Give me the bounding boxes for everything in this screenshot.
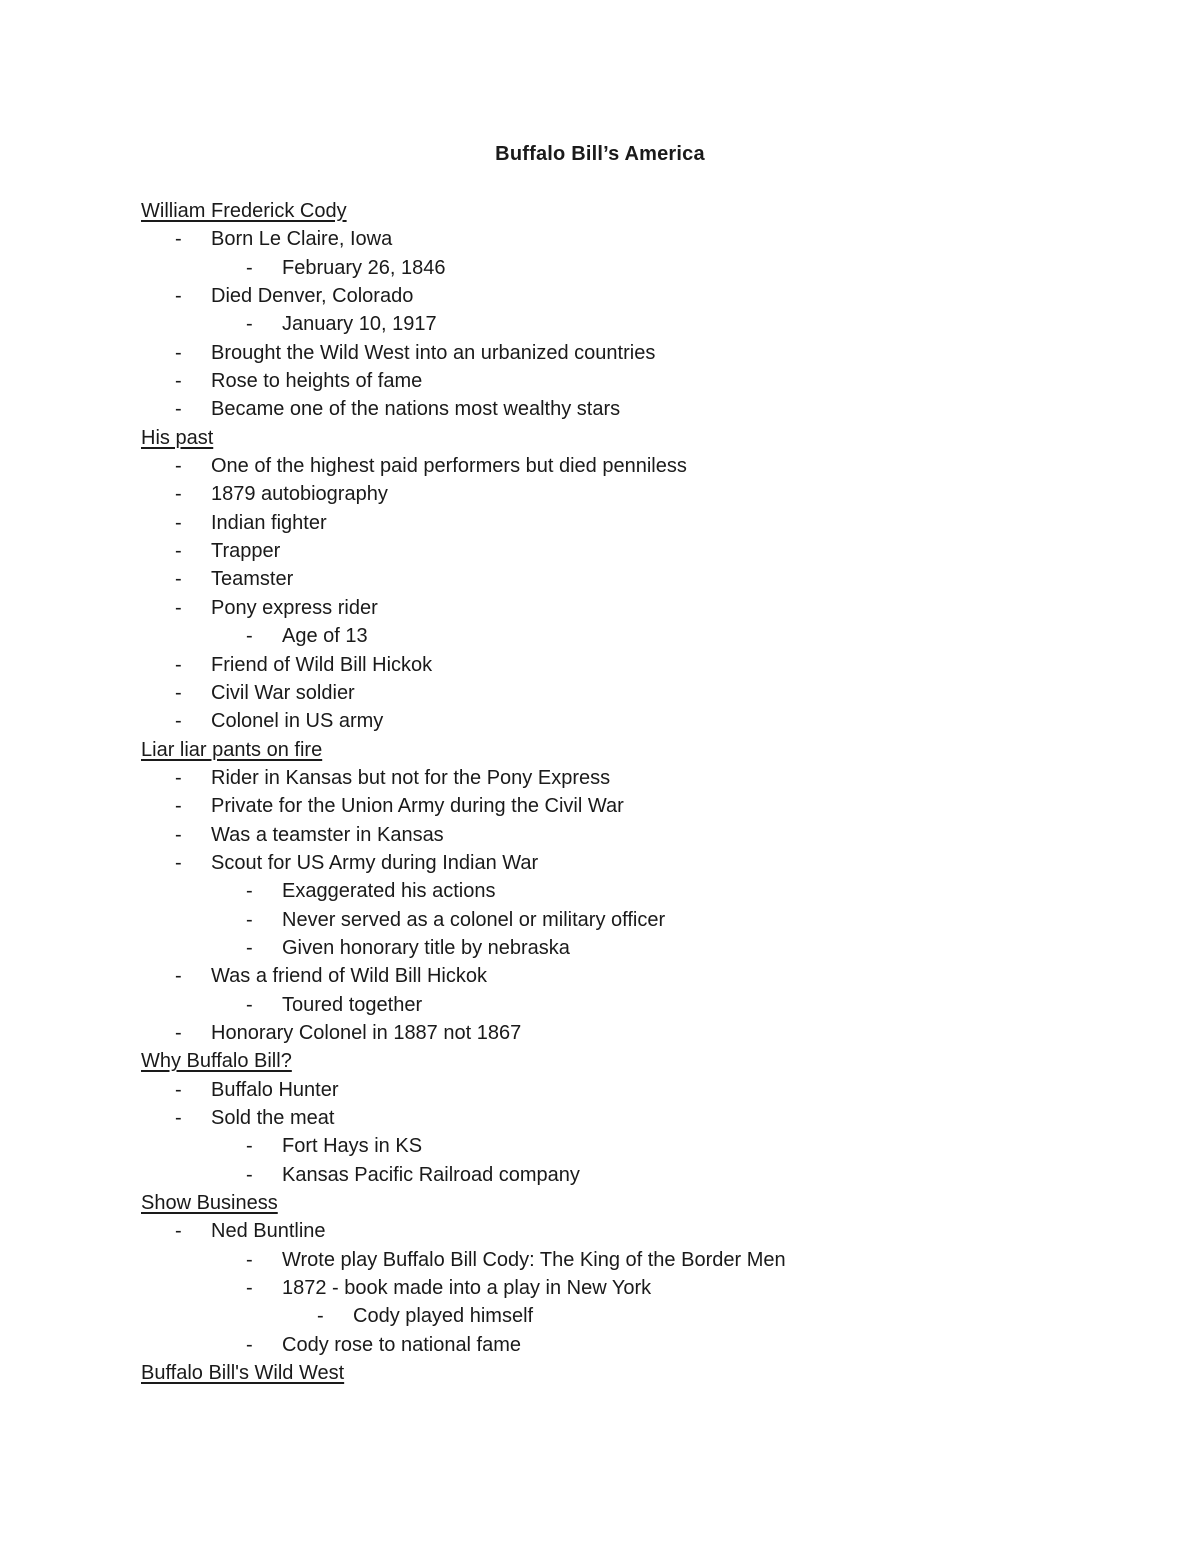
outline-item <box>141 707 1121 735</box>
outline-item-text: Cody played himself <box>353 1305 534 1328</box>
bullet-dash: - <box>175 596 182 619</box>
bullet-dash: - <box>246 1333 253 1356</box>
bullet-dash: - <box>175 511 182 534</box>
bullet-dash: - <box>175 1107 182 1129</box>
bullet-dash: - <box>246 625 253 648</box>
outline-item <box>141 537 1121 565</box>
outline-item <box>141 1302 1121 1330</box>
bullet-dash: - <box>246 1163 253 1186</box>
outline-item-text: Teamster <box>211 568 294 591</box>
outline-item <box>141 877 1121 905</box>
section-heading: William Frederick Cody <box>141 200 347 222</box>
bullet-dash: - <box>246 880 253 903</box>
outline-item <box>141 565 1121 593</box>
bullet-dash: - <box>246 908 253 931</box>
outline-item-text: Trapper <box>211 540 281 563</box>
outline-item-text: 1872 - book made into a play in New York <box>282 1277 652 1300</box>
bullet-dash: - <box>175 483 182 506</box>
outline-item <box>141 367 1121 395</box>
bullet-dash: - <box>246 256 253 279</box>
outline-item <box>141 1274 1121 1302</box>
outline-item <box>141 1217 1121 1245</box>
document-title: Buffalo Bill’s America <box>495 143 705 165</box>
bullet-dash: - <box>246 1248 253 1271</box>
bullet-dash: - <box>175 653 182 676</box>
outline-item-text: Civil War soldier <box>211 681 355 704</box>
outline-item-text: January 10, 1917 <box>282 313 437 336</box>
outline-item-text: Born Le Claire, Iowa <box>211 228 393 251</box>
bullet-dash: - <box>175 540 182 563</box>
outline-item <box>141 651 1121 679</box>
outline-item-text: February 26, 1846 <box>282 256 446 279</box>
outline-item <box>141 1076 1121 1104</box>
outline-item-text: One of the highest paid performers but died penniless <box>211 455 687 478</box>
bullet-dash: - <box>175 398 182 421</box>
outline-item-text: Died Denver, Colorado <box>211 285 414 308</box>
outline-item <box>141 1019 1121 1047</box>
bullet-dash: - <box>246 1277 253 1300</box>
outline-item-text: Honorary Colonel in 1887 not 1867 <box>211 1021 522 1044</box>
outline-item-text: Private for the Union Army during the Civil War <box>211 795 624 818</box>
outline-item <box>141 679 1121 707</box>
bullet-dash: - <box>317 1305 324 1328</box>
outline-item-text: Fort Hays in KS <box>282 1135 423 1158</box>
outline-item-text: Sold the meat <box>211 1107 335 1129</box>
outline-item <box>141 934 1121 962</box>
outline-item <box>141 452 1121 480</box>
section-heading: Buffalo Bill's Wild West <box>141 1362 345 1385</box>
outline-item <box>141 622 1121 650</box>
outline-item <box>141 339 1121 367</box>
bullet-dash: - <box>175 766 182 789</box>
outline-item-text: Colonel in US army <box>211 710 384 733</box>
outline-item-text: Pony express rider <box>211 596 378 619</box>
bullet-dash: - <box>175 1078 182 1101</box>
bullet-dash: - <box>175 795 182 818</box>
outline-item-text: Brought the Wild West into an urbanized countries <box>211 341 656 364</box>
bullet-dash: - <box>175 823 182 846</box>
bullet-dash: - <box>175 710 182 733</box>
outline-item-text: Scout for US Army during Indian War <box>211 851 539 874</box>
section-heading: Show Business <box>141 1192 278 1215</box>
outline-item <box>141 254 1121 282</box>
outline-item <box>141 991 1121 1019</box>
bullet-dash: - <box>246 936 253 959</box>
outline-item-text: Was a teamster in Kansas <box>211 823 444 846</box>
outline-item <box>141 962 1121 990</box>
bullet-dash: - <box>175 681 182 704</box>
outline-item-text: Indian fighter <box>211 511 327 534</box>
outline-item-text: Never served as a colonel or military officer <box>282 908 666 931</box>
bullet-dash: - <box>175 370 182 393</box>
outline-item <box>141 509 1121 537</box>
bullet-dash: - <box>246 993 253 1016</box>
outline-item <box>141 1161 1121 1189</box>
outline-item <box>141 282 1121 310</box>
outline-item-text: Friend of Wild Bill Hickok <box>211 653 433 676</box>
bullet-dash: - <box>175 285 182 308</box>
section-heading: Liar liar pants on fire <box>141 738 323 761</box>
outline-item-text: Wrote play Buffalo Bill Cody: The King of the Border Men <box>282 1248 786 1271</box>
bullet-dash: - <box>175 851 182 874</box>
outline-item-text: Became one of the nations most wealthy stars <box>211 398 621 421</box>
outline-item <box>141 1246 1121 1274</box>
outline-item-text: 1879 autobiography <box>211 483 388 506</box>
outline-item-text: Given honorary title by nebraska <box>282 936 570 959</box>
bullet-dash: - <box>175 455 182 478</box>
bullet-dash: - <box>175 341 182 364</box>
outline-item-text: Age of 13 <box>282 625 368 648</box>
outline-item-text: Toured together <box>282 993 423 1016</box>
outline-item <box>141 310 1121 338</box>
bullet-dash: - <box>175 1021 182 1044</box>
outline-item <box>141 395 1121 423</box>
outline-item <box>141 225 1121 253</box>
outline-item <box>141 1331 1121 1359</box>
bullet-dash: - <box>175 568 182 591</box>
bullet-dash: - <box>246 1135 253 1158</box>
outline-item <box>141 764 1121 792</box>
outline-item <box>141 480 1121 508</box>
outline-item-text: Ned Buntline <box>211 1220 326 1243</box>
outline-item <box>141 821 1121 849</box>
outline-item <box>141 1132 1121 1160</box>
outline-item-text: Rider in Kansas but not for the Pony Express <box>211 766 611 789</box>
outline-item-text: Buffalo Hunter <box>211 1078 339 1101</box>
outline-item <box>141 906 1121 934</box>
outline-item-text: Exaggerated his actions <box>282 880 496 903</box>
outline-item <box>141 849 1121 877</box>
bullet-dash: - <box>246 313 253 336</box>
outline-item-text: Rose to heights of fame <box>211 370 423 393</box>
outline-item-text: Was a friend of Wild Bill Hickok <box>211 965 487 988</box>
outline-item-text: Kansas Pacific Railroad company <box>282 1163 580 1186</box>
bullet-dash: - <box>175 1220 182 1243</box>
bullet-dash: - <box>175 965 182 988</box>
outline-item <box>141 1104 1121 1132</box>
outline-item <box>141 594 1121 622</box>
outline-item <box>141 792 1121 820</box>
bullet-dash: - <box>175 228 182 251</box>
outline-list <box>141 197 1121 1387</box>
section-heading: His past <box>141 426 214 449</box>
outline-item-text: Cody rose to national fame <box>282 1333 522 1356</box>
section-heading: Why Buffalo Bill? <box>141 1050 292 1073</box>
